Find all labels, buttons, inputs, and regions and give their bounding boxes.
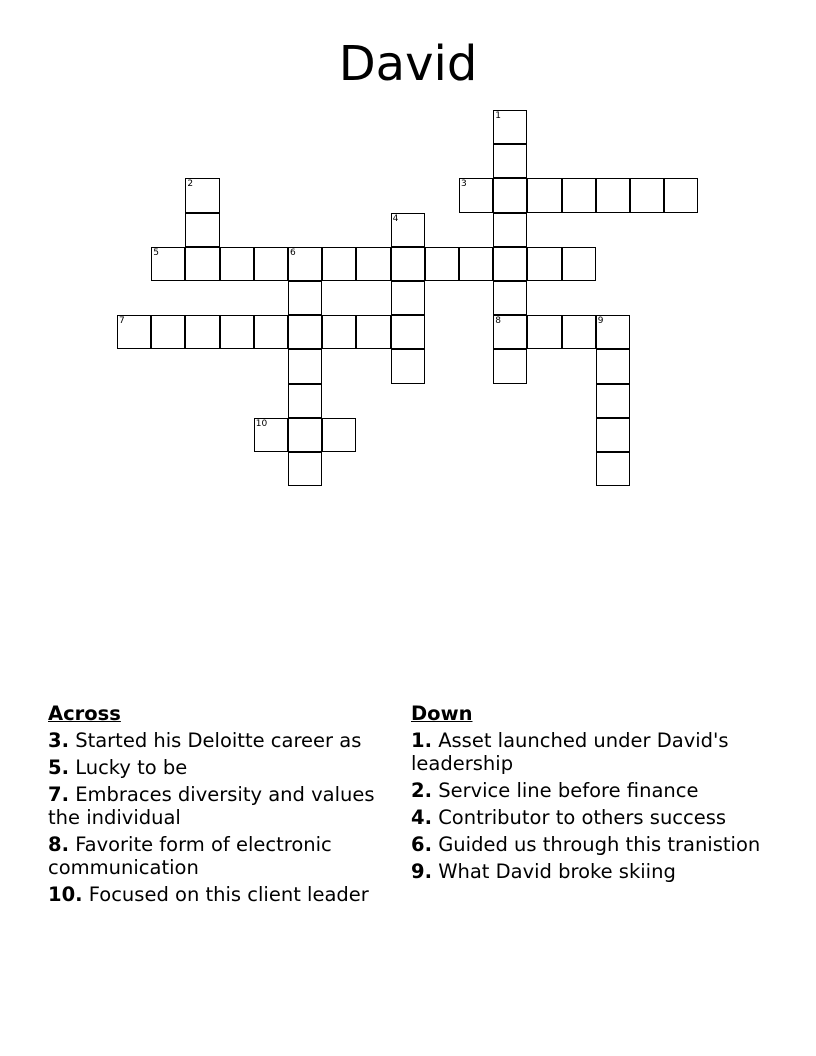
clue-number: 9.	[411, 860, 432, 883]
cell-number: 8	[495, 316, 501, 327]
grid-cell[interactable]	[630, 178, 664, 212]
grid-cell[interactable]	[425, 247, 459, 281]
grid-cell[interactable]	[596, 452, 630, 486]
grid-cell[interactable]	[562, 315, 596, 349]
grid-cell[interactable]	[664, 178, 698, 212]
down-clues	[411, 702, 761, 887]
across-clue	[48, 883, 388, 906]
grid-cell[interactable]	[117, 315, 151, 349]
grid-cell[interactable]	[254, 315, 288, 349]
cell-number: 2	[187, 179, 194, 190]
grid-cell[interactable]	[493, 144, 527, 178]
clue-number: 3.	[48, 729, 69, 752]
grid-cell[interactable]	[220, 315, 254, 349]
grid-cell[interactable]	[527, 178, 561, 212]
grid-cell[interactable]	[288, 247, 322, 281]
grid-cell[interactable]	[596, 315, 630, 349]
grid-cell[interactable]	[322, 247, 356, 281]
across-heading: Across	[48, 702, 121, 725]
grid-cell[interactable]	[288, 384, 322, 418]
grid-cell[interactable]	[151, 315, 185, 349]
puzzle-title: David	[338, 36, 478, 92]
grid-cell[interactable]	[322, 315, 356, 349]
grid-cell[interactable]	[288, 315, 322, 349]
down-heading: Down	[411, 702, 473, 725]
grid-cell[interactable]	[459, 247, 493, 281]
grid-cell[interactable]	[459, 178, 493, 212]
clue-text: Focused on this client leader	[88, 883, 369, 906]
across-clue	[48, 833, 388, 879]
across-clue	[48, 756, 388, 779]
cell-number: 4	[392, 213, 399, 224]
cell-number: 10	[255, 418, 268, 429]
cell-number: 6	[290, 247, 296, 258]
grid-cell[interactable]	[596, 349, 630, 383]
clue-number: 7.	[48, 783, 69, 806]
grid-cell[interactable]	[493, 178, 527, 212]
grid-cell[interactable]	[185, 247, 219, 281]
grid-cell[interactable]	[493, 213, 527, 247]
clue-text: Embraces diversity and values the individual	[48, 783, 375, 829]
grid-cell[interactable]	[493, 349, 527, 383]
clue-text: Service line before finance	[438, 779, 699, 802]
down-clue	[411, 806, 761, 829]
cell-number: 3	[461, 179, 467, 190]
cell-number: 9	[597, 316, 604, 327]
clue-text: Asset launched under David's leadership	[411, 729, 729, 775]
clue-text: Favorite form of electronic communication	[48, 833, 332, 879]
cell-number: 1	[495, 111, 501, 121]
clue-number: 1.	[411, 729, 432, 752]
grid-cell[interactable]	[527, 247, 561, 281]
clue-number: 8.	[48, 833, 69, 856]
grid-cell[interactable]	[288, 281, 322, 315]
grid-cell[interactable]	[322, 418, 356, 452]
grid-cell[interactable]	[562, 178, 596, 212]
clue-text: Guided us through this tranistion	[438, 833, 761, 856]
clue-number: 4.	[411, 806, 432, 829]
grid-cell[interactable]	[185, 315, 219, 349]
grid-cell[interactable]	[185, 213, 219, 247]
across-clue	[48, 783, 388, 829]
cell-number: 7	[119, 316, 125, 327]
down-clue	[411, 779, 761, 802]
cell-number: 5	[153, 247, 159, 258]
grid-cell[interactable]	[596, 178, 630, 212]
across-clue-list	[48, 729, 388, 906]
down-clue	[411, 833, 761, 856]
grid-cell[interactable]	[493, 315, 527, 349]
clue-number: 10.	[48, 883, 83, 906]
grid-cell[interactable]	[596, 384, 630, 418]
clue-number: 2.	[411, 779, 432, 802]
grid-cell[interactable]	[562, 247, 596, 281]
clue-text: What David broke skiing	[438, 860, 676, 883]
grid-cell[interactable]	[391, 213, 425, 247]
grid-cell[interactable]	[220, 247, 254, 281]
clue-number: 5.	[48, 756, 69, 779]
down-clue	[411, 729, 761, 775]
grid-cell[interactable]	[391, 281, 425, 315]
grid-cell[interactable]	[288, 452, 322, 486]
down-clue-list	[411, 729, 761, 883]
across-clues	[48, 702, 388, 910]
grid-cell[interactable]	[356, 247, 390, 281]
grid-cell[interactable]	[493, 247, 527, 281]
grid-cell[interactable]	[596, 418, 630, 452]
crossword-grid	[117, 110, 699, 488]
grid-cell[interactable]	[391, 349, 425, 383]
clue-text: Lucky to be	[75, 756, 188, 779]
grid-cell[interactable]	[493, 281, 527, 315]
across-clue	[48, 729, 388, 752]
clue-number: 6.	[411, 833, 432, 856]
grid-cell[interactable]	[151, 247, 185, 281]
grid-cell[interactable]	[356, 315, 390, 349]
down-clue	[411, 860, 761, 883]
grid-cell[interactable]	[254, 418, 288, 452]
grid-cell[interactable]	[391, 247, 425, 281]
grid-cell[interactable]	[288, 349, 322, 383]
grid-cell[interactable]	[288, 418, 322, 452]
grid-cell[interactable]	[185, 178, 219, 212]
grid-cell[interactable]	[391, 315, 425, 349]
clue-text: Started his Deloitte career as	[75, 729, 362, 752]
grid-cell[interactable]	[527, 315, 561, 349]
grid-cell[interactable]	[493, 110, 527, 144]
grid-cell[interactable]	[254, 247, 288, 281]
clue-text: Contributor to others success	[438, 806, 727, 829]
